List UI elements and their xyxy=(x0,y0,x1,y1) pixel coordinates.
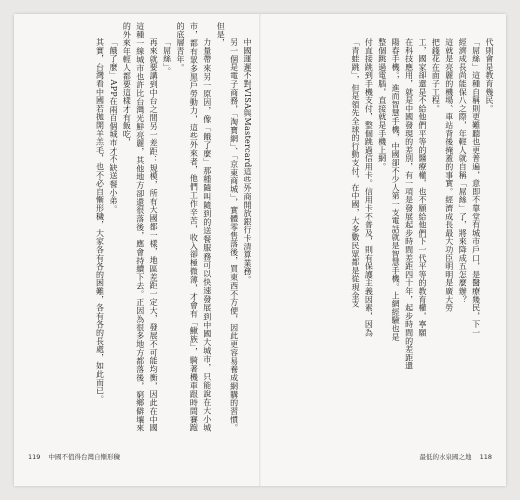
right-page-number: 118 xyxy=(479,453,492,461)
paragraph: 這就是亮麗的機場、車站背後掩蓋的事實。經濟成長最大功臣明明是廣大勞 xyxy=(444,38,454,312)
right-running-title: 最低的水泉國之地 xyxy=(419,453,472,461)
left-footer xyxy=(28,452,120,461)
book-spread xyxy=(14,14,506,486)
left-running-title: 中國不值得台灣自慚形穢 xyxy=(48,453,120,461)
paragraph: 另一個是電子商務，「淘寶網」、「京東商城」，實體零售落後，買東西不方便，因此更容易養成網購的習慣。但是， xyxy=(216,22,239,432)
right-page-text xyxy=(270,22,496,432)
paragraph: 代則會是教育幾民。 xyxy=(485,38,494,113)
paragraph: 再來就要講到中台之間另一差距：規模，所有大國都一樣，地區差距一定大，發展不可能均衡，因此在中國這種一線城市也許比台灣光鮮亮麗，其他地方卻還很落後，應會持續下去。正因為很多地方都落後，窮鄉僻壤來的外來年輕人都要這樣才有飯吃， xyxy=(122,22,159,432)
book-gutter xyxy=(259,14,261,486)
paragraph: 「屌絲」這種自稱則更難聽也更普遍，意即不靠堂有城市戶口，是醫療幾民，下一 xyxy=(471,38,481,337)
paragraph: 力量帶來另一原因，像「餓了麼」那種隨叫隨到的送餐服務可以快速發展到中國大城市，只能說在大小城市，都有眾多黑戶勞動力，這些外來者，他們工作辛苦，收入卻極微薄，才會有「鰍族」，騎著機車跟時間賽跑的底層青年。 xyxy=(175,22,212,432)
paragraph: 整個跳過電腦，直接就是手機上網。 xyxy=(377,38,387,171)
paragraph: 經濟成長尚能保八之際，年輕人就自稱「屌絲」了，將來降成五怎麼辦？ xyxy=(458,38,468,304)
paragraph: 「屌絲」。 xyxy=(162,38,172,76)
right-page xyxy=(266,22,496,432)
paragraph: 在科技應用，就是中國發現的差別，有一項是發展起步時間差距四十年，起步時間的差距還 xyxy=(404,38,414,370)
paragraph: 其實，台灣看中國若拋開羊羔毛，也不必自慚形穢，大家各有各的困難，各有各的長處，如此而已。 xyxy=(95,38,105,404)
left-page-text xyxy=(26,22,254,432)
paragraph: 付直接跳到手機支付，整個跳過信用卡。信用卡不普及，則有保護主義因素，因為 xyxy=(364,38,374,337)
paragraph: 「青蛙跳」，但是領先全球的行動支付，在中國，大多數民眾都是從現金支 xyxy=(350,38,360,308)
paragraph: 把錢花在面子工程。 xyxy=(431,38,441,113)
paragraph: 「餓了麼」APP在兩百個城市才不缺送餐小弟。 xyxy=(108,38,118,214)
right-footer xyxy=(420,452,493,461)
left-page xyxy=(24,22,254,432)
paragraph: 中國運遲不對VISA與Mastercard這些外商開放銀行卡清算業務。 xyxy=(243,38,252,284)
left-page-number: 119 xyxy=(28,453,41,461)
paragraph: 陽春手機。，進而智慧手機，中國卻不少人第一支電話就是智慧手機。上網經驗也是 xyxy=(391,38,401,342)
paragraph: 工，國家卻還是不給他們平等的醫療權，也不願給他們下一代平等的教育權，寧願 xyxy=(417,38,427,337)
